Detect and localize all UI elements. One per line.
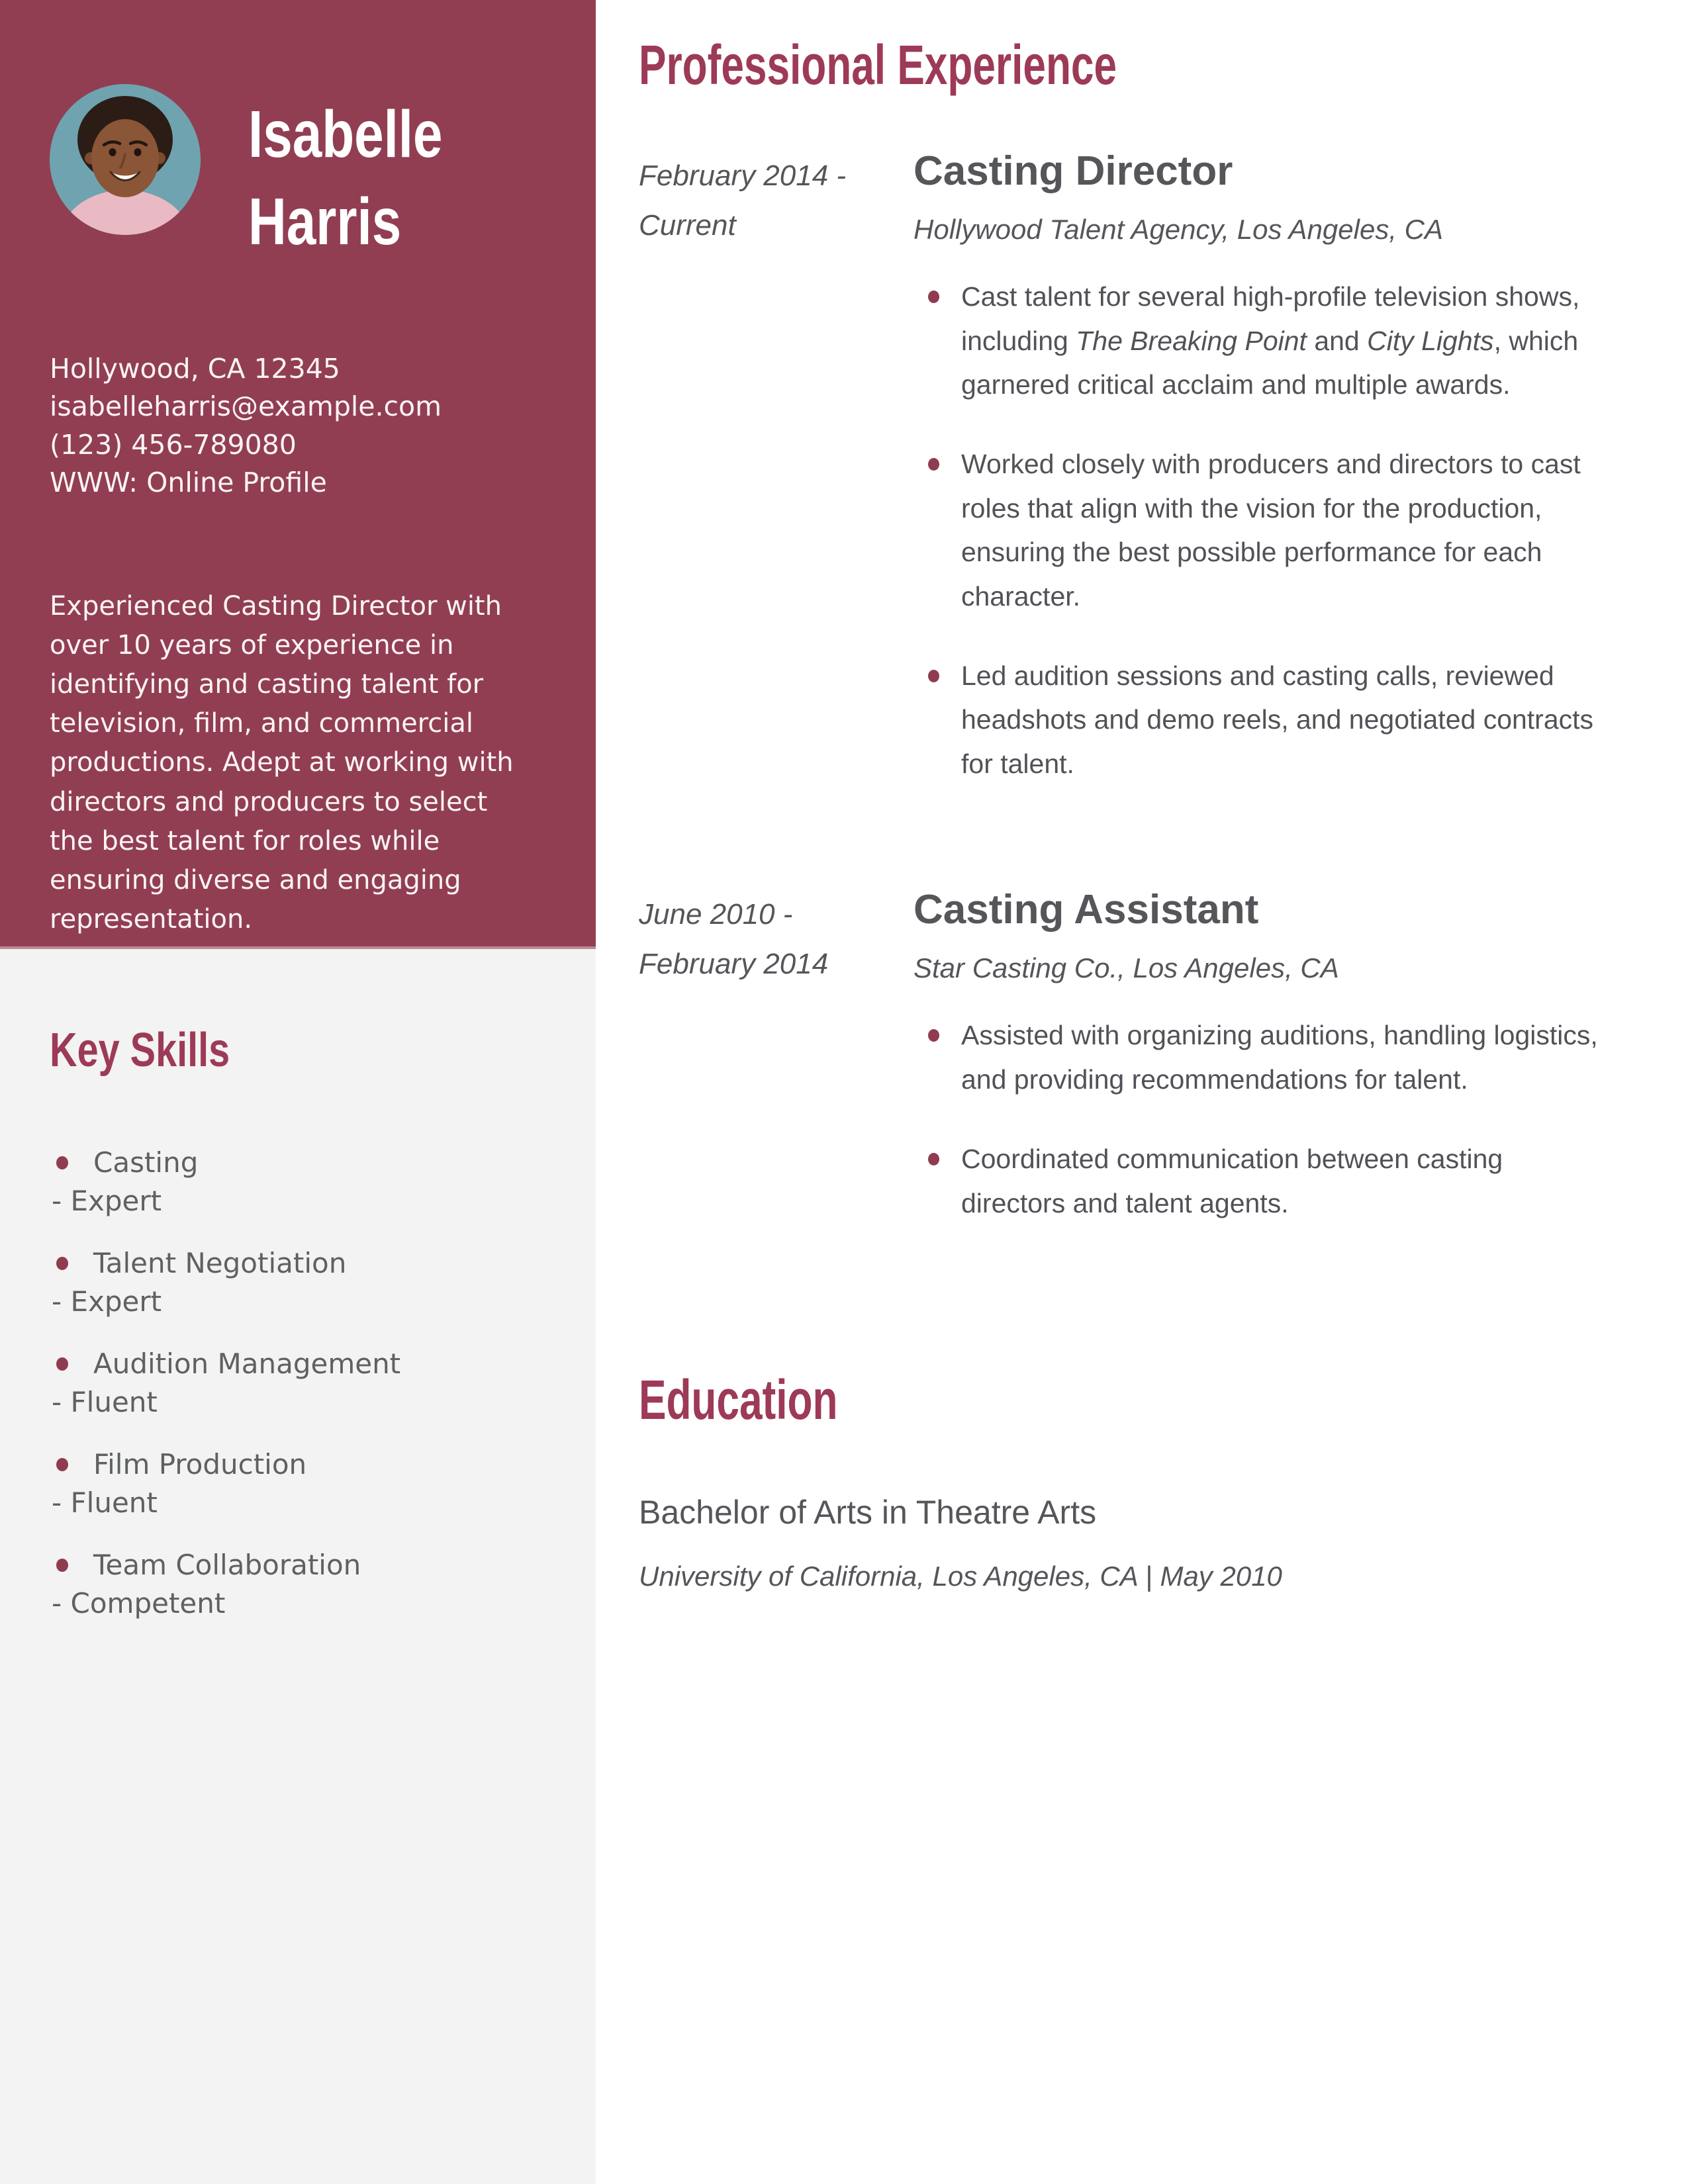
skills-section <box>0 949 596 1623</box>
job-date-end: February 2014 <box>639 948 829 981</box>
skill-name: Audition Management <box>93 1347 401 1380</box>
skill-item <box>50 1445 546 1522</box>
bullet-icon <box>56 1357 68 1371</box>
education-school: University of California, Los Angeles, CA | May 2010 <box>639 1561 1282 1592</box>
person-portrait-illustration <box>50 84 201 235</box>
experience-heading: Professional Experience <box>639 34 1117 96</box>
job-details <box>914 887 1602 1261</box>
candidate-first-name: Isabelle <box>248 97 443 171</box>
contact-phone: (123) 456-789080 <box>50 428 297 461</box>
experience-list <box>639 149 1602 1261</box>
skill-name: Casting <box>93 1146 199 1179</box>
job-bullet-list <box>914 1013 1602 1225</box>
job-bullet: Led audition sessions and casting calls, reviewed headshots and demo reels, and negotiated contracts for talent. <box>914 654 1602 786</box>
skill-name: Talent Negotiation <box>93 1246 347 1279</box>
education-degree: Bachelor of Arts in Theatre Arts <box>639 1494 1097 1531</box>
sidebar-header <box>0 0 596 949</box>
skill-level: - Expert <box>52 1285 162 1318</box>
job-company: Star Casting Co., Los Angeles, CA <box>914 952 1339 984</box>
contact-info <box>50 350 546 502</box>
skill-level: - Fluent <box>52 1486 158 1519</box>
skill-name: Team Collaboration <box>93 1548 361 1581</box>
job-date-start: June 2010 - <box>639 898 793 931</box>
profile-photo <box>50 84 201 235</box>
job-bullet: Assisted with organizing auditions, handling logistics, and providing recommendations for talent. <box>914 1013 1602 1101</box>
education-heading: Education <box>639 1369 838 1432</box>
skill-level: - Competent <box>52 1586 226 1619</box>
job-details <box>914 149 1602 821</box>
contact-address: Hollywood, CA 12345 <box>50 353 340 385</box>
job-dates <box>639 149 914 821</box>
profile-row <box>50 84 546 265</box>
skill-item <box>50 1345 546 1422</box>
skill-item <box>50 1244 546 1321</box>
job-entry <box>639 887 1602 1261</box>
skills-heading: Key Skills <box>50 1024 230 1077</box>
contact-website: WWW: Online Profile <box>50 467 327 499</box>
skill-item <box>50 1546 546 1623</box>
candidate-name <box>248 91 443 265</box>
contact-email: isabelleharris@example.com <box>50 390 442 423</box>
skills-list <box>50 1144 546 1623</box>
job-title: Casting Director <box>914 148 1233 194</box>
job-dates <box>639 887 914 1261</box>
main-content <box>596 0 1688 2184</box>
skill-name: Film Production <box>93 1447 307 1480</box>
job-company: Hollywood Talent Agency, Los Angeles, CA <box>914 214 1444 246</box>
skill-level: - Expert <box>52 1184 162 1217</box>
job-bullet: Worked closely with producers and directors to cast roles that align with the vision for the production, ensuring the best possible performance for each character. <box>914 442 1602 618</box>
professional-summary: Experienced Casting Director with over 10 years of experience in identifying and casting talent for television, film, and commercial productions. Adept at working with directors and producers to select the best talent for roles while ensuring diverse and engaging representation. <box>50 590 514 935</box>
job-bullet-list <box>914 275 1602 786</box>
job-entry <box>639 149 1602 821</box>
job-bullet: Coordinated communication between casting directors and talent agents. <box>914 1137 1602 1225</box>
candidate-last-name: Harris <box>248 185 402 259</box>
bullet-icon <box>56 1559 68 1572</box>
job-bullet: Cast talent for several high-profile television shows, including The Breaking Point and City Lights, which garnered critical acclaim and multiple awards. <box>914 275 1602 406</box>
bullet-icon <box>56 1458 68 1471</box>
bullet-icon <box>56 1156 68 1169</box>
job-title: Casting Assistant <box>914 887 1259 933</box>
sidebar <box>0 0 596 2184</box>
skill-level: - Fluent <box>52 1385 158 1418</box>
job-date-start: February 2014 - <box>639 159 847 192</box>
skill-item <box>50 1144 546 1220</box>
bullet-icon <box>56 1257 68 1270</box>
job-date-end: Current <box>639 208 736 242</box>
